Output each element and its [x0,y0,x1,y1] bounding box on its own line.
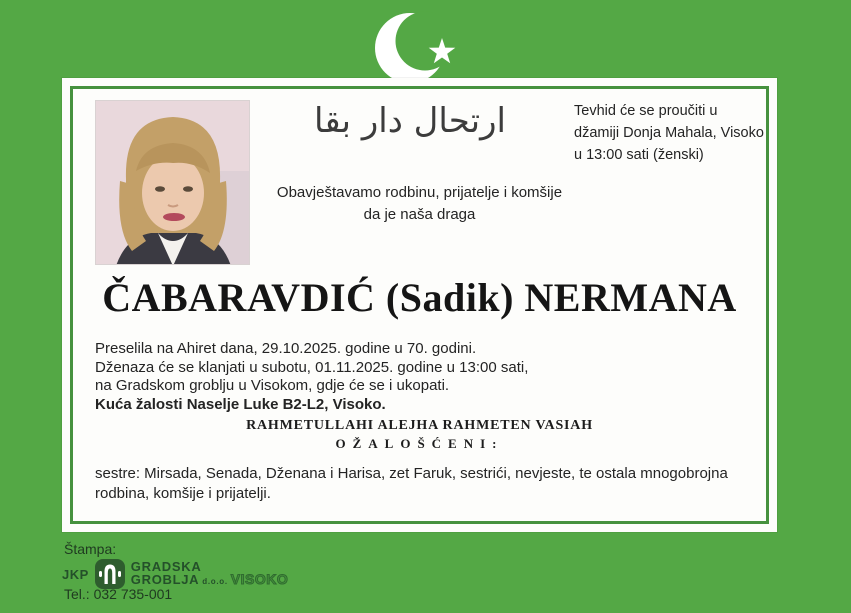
printer-label: Štampa: [64,541,117,557]
printer-phone: Tel.: 032 735-001 [64,586,173,602]
company-name-line: GRADSKA [130,559,202,574]
company-name [131,560,288,588]
details-line: Dženaza će se klanjati u subotu, 01.11.2025. godine u 13:00 sati, [95,358,529,376]
prayer-text: RAHMETULLAHI ALEJHA RAHMETEN VASIAH [246,418,593,433]
prayer-block [62,418,777,452]
tevhid-line: Tevhid će se proučiti u [574,103,718,119]
funeral-details [95,340,735,414]
mourners-heading: OŽALOŠĆENI: [335,436,504,451]
details-line: Preselila na Ahiret dana, 29.10.2025. godine u 70. godini. [95,340,477,357]
mourners-list: sestre: Mirsada, Senada, Dženana i Harisa, zet Faruk, sestrići, nevjeste, te ostala mnogobrojna rodbina, komšije i prijatelji. [95,465,728,502]
death-notice-card [62,78,777,532]
tevhid-notice [574,100,774,166]
announcement-line: da je naša draga [363,206,476,223]
company-prefix: JKP [62,566,89,582]
tombstone-logo-icon [95,559,125,589]
company-name-line: GROBLJA [130,572,200,587]
house-of-mourning: Kuća žalosti Naselje Luke B2-L2, Visoko. [95,395,386,413]
announcement [62,182,777,226]
arabic-calligraphy: ارتحال دار بقا [314,101,506,141]
announcement-line: Obavještavamo rodbinu, prijatelje i komšije [276,184,563,201]
tevhid-line: u 13:00 sati (ženski) [574,147,704,163]
company-city: VISOKO [230,571,289,587]
deceased-name: ČABARAVDIĆ (Sadik) NERMANA [102,275,737,320]
details-line: na Gradskom groblju u Visokom, gdje će se i ukopati. [95,377,450,394]
company-suffix: d.o.o. [202,577,228,586]
tevhid-line: džamiji Donja Mahala, Visoko [574,125,764,141]
printer-logo-row [62,559,288,589]
